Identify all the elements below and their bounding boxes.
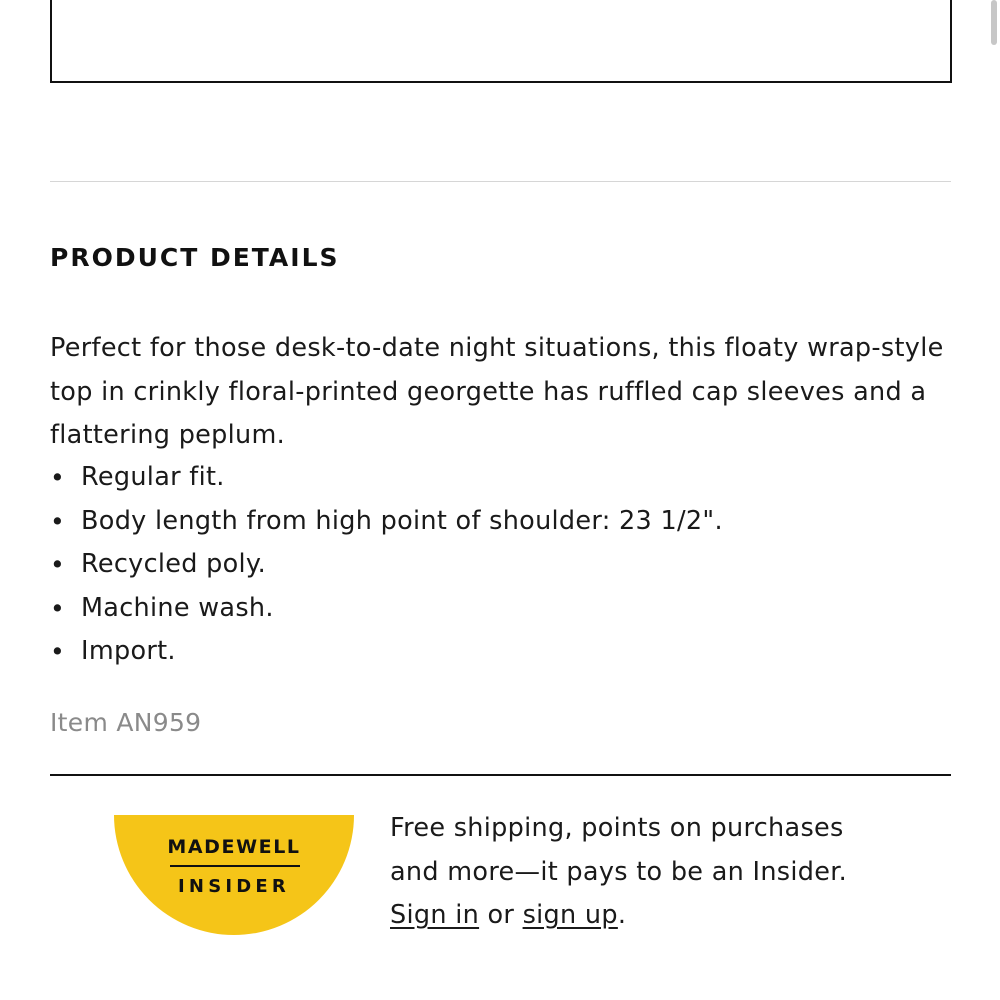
list-item — [50, 587, 723, 631]
promo-line-3 — [390, 894, 950, 938]
badge-divider — [170, 865, 300, 867]
period-text: . — [617, 900, 627, 930]
product-description: Perfect for those desk-to-date night situations, this floaty wrap-style top in crinkly floral-printed georgette has ruffled cap sleeves and a flattering peplum. — [50, 333, 944, 450]
list-item-text: Body length from high point of shoulder: 23 1/2". — [81, 505, 723, 536]
bullet-icon: • — [50, 593, 66, 623]
bullet-icon: • — [50, 463, 66, 492]
section-divider — [50, 181, 951, 182]
list-item — [50, 456, 723, 500]
sign-in-link[interactable]: Sign in — [390, 900, 480, 930]
bullet-icon: • — [50, 506, 66, 536]
list-item — [50, 630, 723, 674]
list-item-text: Recycled poly. — [81, 549, 267, 579]
insider-divider — [50, 774, 951, 776]
list-item-text: Machine wash. — [81, 592, 274, 623]
sign-up-link[interactable]: sign up — [522, 900, 618, 930]
list-item-text: Regular fit. — [81, 462, 225, 492]
list-item — [50, 543, 723, 587]
madewell-insider-logo — [114, 815, 354, 935]
badge-top-text: MADEWELL — [167, 836, 301, 858]
promo-line-2: and more—it pays to be an Insider. — [390, 856, 848, 887]
item-number: Item AN959 — [50, 708, 202, 737]
product-details-list — [50, 456, 723, 674]
list-item-text: Import. — [81, 636, 176, 666]
bullet-icon: • — [50, 550, 66, 579]
insider-promo — [390, 807, 950, 938]
bullet-icon: • — [50, 637, 66, 666]
badge-bottom-text: INSIDER — [178, 876, 290, 897]
size-selector-box[interactable] — [50, 0, 952, 83]
list-item — [50, 500, 723, 544]
scrollbar-thumb[interactable] — [991, 0, 997, 45]
or-text: or — [479, 900, 523, 930]
promo-line-1: Free shipping, points on purchases — [390, 813, 844, 843]
product-details-heading: PRODUCT DETAILS — [50, 243, 340, 272]
